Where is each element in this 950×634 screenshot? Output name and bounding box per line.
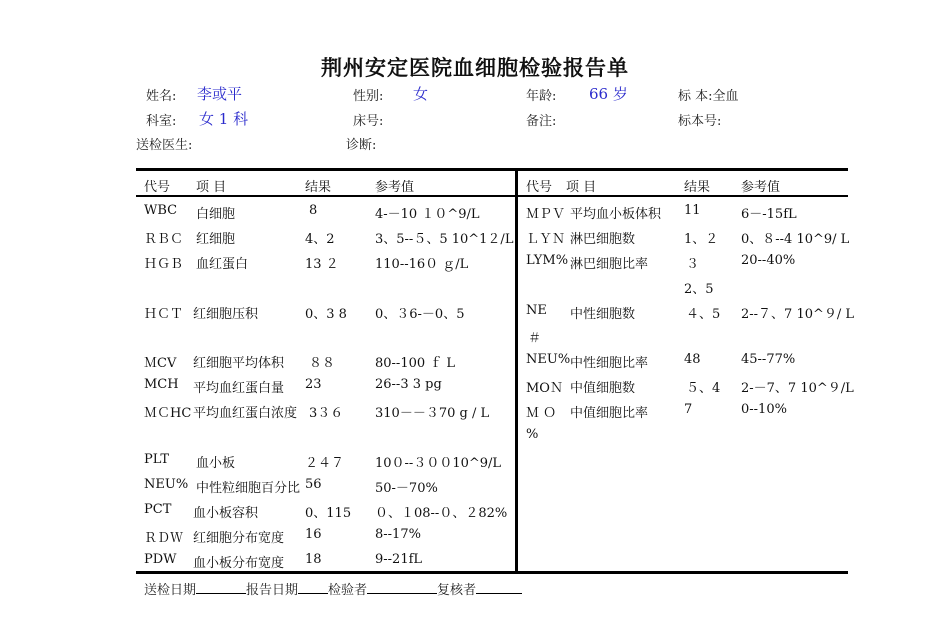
left-row-result: 56 <box>305 477 322 492</box>
dept-label: 科室: <box>146 114 177 129</box>
right-row-code: NEU% <box>526 352 571 367</box>
right-row-code-cont: % <box>526 427 539 442</box>
right-row-ref: 6－-15fL <box>741 207 797 222</box>
gender-value: 女 <box>413 85 429 103</box>
left-row-item: 血小板容积 <box>193 506 259 521</box>
reviewer-line <box>476 579 522 594</box>
footer-signatures <box>144 579 522 598</box>
left-row-result: 0、115 <box>305 506 352 521</box>
left-row-code: ＨＣＴ <box>144 307 184 322</box>
left-header-result: 结果 <box>305 180 332 195</box>
left-row-ref: 26--3 3 pg <box>375 377 442 392</box>
right-row-item: 淋巴细胞比率 <box>570 257 649 272</box>
specimen-no-label: 标本号: <box>678 114 722 129</box>
right-row-result: ５、4 <box>686 381 721 396</box>
left-row-item: 中性粒细胞百分比 <box>196 481 301 496</box>
left-row-code: ＲＢＣ <box>144 232 184 247</box>
bed-label: 床号: <box>353 114 384 129</box>
left-row-code: PCT <box>144 502 172 517</box>
diagnosis-label: 诊断: <box>346 138 377 153</box>
right-row-item: 中值细胞比率 <box>570 406 649 421</box>
table-center-divider <box>515 168 518 572</box>
right-row-ref: 2-－7、7 10^９/L <box>741 381 854 396</box>
send-date-label: 送检日期 <box>144 583 197 598</box>
right-row-code: ＬＹＮ <box>526 232 566 247</box>
age-label: 年龄: <box>526 89 557 104</box>
right-row-item: 淋巴细胞数 <box>570 232 636 247</box>
left-row-ref: 310－－３70 g / L <box>375 406 490 421</box>
left-row-result: 18 <box>305 552 322 567</box>
right-row-item: 中值细胞数 <box>570 381 636 396</box>
send-date-line <box>196 579 246 594</box>
left-row-ref: 8--17% <box>375 527 421 542</box>
left-row-code: PDW <box>144 552 177 567</box>
report-title: 荆州安定医院血细胞检验报告单 <box>321 55 629 80</box>
dept-value: 女 1 科 <box>199 110 249 128</box>
left-header-ref: 参考值 <box>375 180 415 195</box>
right-row-ref: 0、８--4 10^9/ L <box>741 232 850 247</box>
right-row-result: 7 <box>684 402 693 417</box>
right-row-result-cont: 2、5 <box>684 282 714 297</box>
left-row-result: 0、3 8 <box>305 307 347 322</box>
right-row-ref: 20--40% <box>741 253 796 268</box>
report-date-label: 报告日期 <box>246 583 299 598</box>
right-header-ref: 参考值 <box>741 180 781 195</box>
left-row-code: WBC <box>144 203 178 218</box>
left-row-code: MCH <box>144 377 179 392</box>
left-row-ref: 50-－70% <box>375 481 438 496</box>
left-row-code: PLT <box>144 452 169 467</box>
report-date-line <box>298 579 328 594</box>
left-row-item: 红细胞平均体积 <box>193 356 285 371</box>
left-row-ref: ０、１08--０、２82% <box>375 506 508 521</box>
left-row-ref: 10０--３００10^9/L <box>375 456 502 471</box>
right-row-result: ４、5 <box>686 307 721 322</box>
left-header-code: 代号 <box>144 180 171 195</box>
right-row-ref: 2--７、7 10^９/ L <box>741 307 855 322</box>
right-row-item: 中性细胞比率 <box>570 356 649 371</box>
left-row-item: 血小板分布宽度 <box>193 556 285 571</box>
left-row-ref: 110--16０ ｇ/L <box>375 257 469 272</box>
table-header-divider <box>136 195 848 197</box>
right-row-item: 平均血小板体积 <box>570 207 662 222</box>
left-row-result: 4、2 <box>305 232 335 247</box>
left-row-code: ＭＣHC <box>144 406 192 421</box>
left-row-code: ＨＧＢ <box>144 257 184 272</box>
gender-label: 性别: <box>353 89 384 104</box>
right-row-result: 11 <box>684 203 701 218</box>
left-row-item: 平均血红蛋白量 <box>193 381 285 396</box>
left-row-ref: 80--100 ｆ L <box>375 356 456 371</box>
age-value: 66 岁 <box>589 85 628 103</box>
inspector-line <box>367 579 437 594</box>
left-row-item: 血红蛋白 <box>196 257 249 272</box>
left-row-ref: 0、３6-－0、5 <box>375 307 465 322</box>
right-row-code-cont: ＃ <box>528 331 542 346</box>
left-header-item: 项 目 <box>196 180 227 195</box>
left-row-code: NEU% <box>144 477 189 492</box>
left-row-ref: 9--21fL <box>375 552 423 567</box>
right-row-code: ＭＰＶ <box>526 207 566 222</box>
table-bottom-border <box>136 571 848 574</box>
left-row-result: ２４７ <box>305 456 345 471</box>
left-row-item: 红细胞分布宽度 <box>193 531 285 546</box>
left-row-item: 白细胞 <box>196 207 236 222</box>
left-row-result: 23 <box>305 377 322 392</box>
right-header-item: 项 目 <box>566 180 597 195</box>
table-top-border <box>136 168 848 171</box>
reviewer-label: 复核者 <box>437 583 477 598</box>
right-row-result: 48 <box>684 352 701 367</box>
left-row-ref: 4-－10 １０^9/L <box>375 207 480 222</box>
left-row-result: ８８ <box>309 356 336 371</box>
right-row-result: ３ <box>686 257 700 272</box>
inspector-label: 检验者 <box>328 583 368 598</box>
left-row-code: ＲＤＷ <box>144 531 184 546</box>
left-row-result: 8 <box>309 203 318 218</box>
left-row-code: ＭCV <box>144 356 177 371</box>
right-row-code: MOＮ <box>526 381 563 396</box>
right-row-ref: 0--10% <box>741 402 787 417</box>
specimen-label: 标 本:全血 <box>678 89 739 104</box>
right-header-code: 代号 <box>526 180 553 195</box>
name-label: 姓名: <box>146 89 177 104</box>
left-row-ref: 3、5--５、5 10^1２/L <box>375 232 514 247</box>
left-row-result: 13 ２ <box>305 257 339 272</box>
right-row-code: LYM% <box>526 253 569 268</box>
remark-label: 备注: <box>526 114 557 129</box>
right-row-result: 1、２ <box>684 232 719 247</box>
left-row-item: 红细胞 <box>196 232 236 247</box>
right-header-result: 结果 <box>684 180 711 195</box>
left-row-item: 血小板 <box>196 456 236 471</box>
left-row-result: 3３６ <box>309 406 344 421</box>
left-row-item: 平均血红蛋白浓度 <box>193 406 298 421</box>
left-row-result: 16 <box>305 527 322 542</box>
name-value: 李或平 <box>197 85 243 103</box>
doctor-label: 送检医生: <box>136 138 193 153</box>
right-row-code: Ｍ Ｏ <box>526 406 557 421</box>
left-row-item: 红细胞压积 <box>193 307 259 322</box>
right-row-code: NE <box>526 303 547 318</box>
right-row-ref: 45--77% <box>741 352 796 367</box>
right-row-item: 中性细胞数 <box>570 307 636 322</box>
